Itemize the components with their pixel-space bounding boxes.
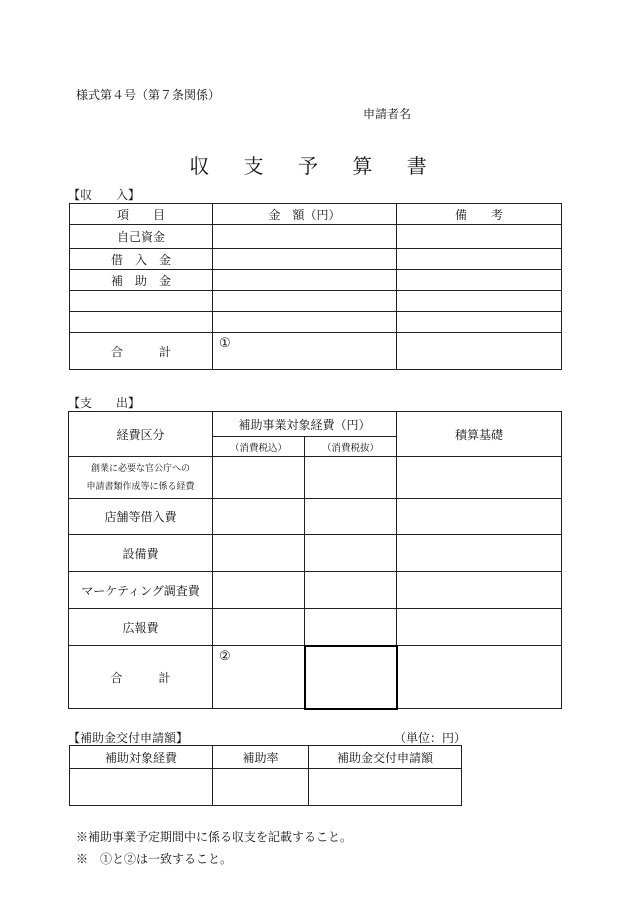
expense-col-basis: 積算基礎 — [397, 412, 562, 457]
subsidy-col-request-amount: 補助金交付申請額 — [309, 746, 462, 769]
income-amount-cell[interactable] — [213, 225, 397, 249]
expense-total-label: 合 計 — [69, 646, 213, 709]
table-row — [69, 572, 562, 609]
table-row — [70, 769, 462, 806]
expense-tax-incl-cell[interactable] — [213, 499, 305, 535]
subsidy-col-rate: 補助率 — [213, 746, 309, 769]
subsidy-col-target-expense: 補助対象経費 — [70, 746, 213, 769]
expense-tax-incl-cell[interactable] — [213, 572, 305, 609]
subsidy-request-amount-cell[interactable] — [309, 769, 462, 806]
expense-total-basis[interactable] — [397, 646, 562, 709]
expense-category-label: マーケティング調査費 — [69, 572, 213, 609]
income-amount-cell[interactable] — [213, 291, 397, 312]
expense-tax-incl-cell[interactable] — [213, 535, 305, 572]
income-amount-cell[interactable] — [213, 249, 397, 270]
subsidy-section-label: 【補助金交付申請額】 — [68, 731, 189, 745]
expense-tax-excl-cell[interactable] — [305, 535, 397, 572]
applicant-name-label: 申請者名 — [363, 107, 412, 121]
income-total-label: 合 計 — [70, 333, 213, 370]
income-col-amount: 金 額（円） — [213, 204, 397, 225]
income-col-remarks: 備 考 — [397, 204, 562, 225]
income-remarks-cell[interactable] — [397, 249, 562, 270]
expense-col-tax-excl: （消費税抜） — [305, 437, 397, 457]
expense-section-label: 【支 出】 — [68, 396, 141, 410]
income-item-label: 自己資金 — [70, 225, 213, 249]
table-row — [69, 499, 562, 535]
expense-tax-excl-cell[interactable] — [305, 499, 397, 535]
income-amount-cell[interactable] — [213, 270, 397, 291]
expense-category-label: 広報費 — [69, 609, 213, 646]
expense-col-subsidy-target: 補助事業対象経費（円） — [213, 412, 397, 437]
expense-tax-incl-cell[interactable] — [213, 609, 305, 646]
expense-category-label: 設備費 — [69, 535, 213, 572]
expense-category-line1: 創業に必要な官公庁への — [90, 463, 190, 474]
table-row — [70, 249, 562, 270]
income-total-row — [70, 333, 562, 370]
income-total-marker[interactable]: ① — [213, 333, 397, 370]
expense-col-category: 経費区分 — [69, 412, 213, 457]
expense-total-marker[interactable]: ② — [213, 646, 305, 709]
expense-total-tax-excl-box[interactable] — [305, 646, 397, 709]
note-period: ※補助事業予定期間中に係る収支を記載すること。 — [76, 830, 353, 844]
expense-table — [68, 411, 562, 710]
expense-col-tax-incl: （消費税込） — [213, 437, 305, 457]
form-number: 様式第４号（第７条関係） — [76, 88, 221, 102]
expense-category-line2: 申請書類作成等に係る経費 — [86, 481, 195, 492]
subsidy-header-row — [70, 746, 462, 769]
table-row — [69, 535, 562, 572]
expense-tax-excl-cell[interactable] — [305, 572, 397, 609]
note-match: ※ ①と②は一致すること。 — [76, 852, 233, 866]
page-title: 収 支 予 算 書 — [189, 154, 441, 178]
income-table — [69, 203, 562, 370]
table-row — [70, 312, 562, 333]
subsidy-rate-cell[interactable] — [213, 769, 309, 806]
table-row — [69, 609, 562, 646]
table-row — [69, 457, 562, 499]
unit-label: （単位：円） — [394, 731, 467, 745]
income-remarks-cell[interactable] — [397, 291, 562, 312]
expense-header-row — [69, 412, 562, 437]
expense-total-row — [69, 646, 562, 709]
expense-basis-cell[interactable] — [397, 572, 562, 609]
income-item-label: 補 助 金 — [70, 270, 213, 291]
income-item-label: 借 入 金 — [70, 249, 213, 270]
table-row — [70, 225, 562, 249]
expense-category-label: 店舗等借入費 — [69, 499, 213, 535]
table-row — [70, 270, 562, 291]
income-amount-cell[interactable] — [213, 312, 397, 333]
expense-tax-incl-cell[interactable] — [213, 457, 305, 499]
income-remarks-cell[interactable] — [397, 225, 562, 249]
income-col-item: 項 目 — [70, 204, 213, 225]
expense-basis-cell[interactable] — [397, 535, 562, 572]
income-remarks-cell[interactable] — [397, 270, 562, 291]
expense-basis-cell[interactable] — [397, 457, 562, 499]
income-section-label: 【収 入】 — [68, 188, 141, 202]
subsidy-table — [69, 745, 462, 806]
expense-tax-excl-cell[interactable] — [305, 609, 397, 646]
income-header-row — [70, 204, 562, 225]
expense-category-label — [69, 457, 213, 499]
income-item-label[interactable] — [70, 291, 213, 312]
table-row — [70, 291, 562, 312]
expense-basis-cell[interactable] — [397, 499, 562, 535]
income-remarks-cell[interactable] — [397, 312, 562, 333]
expense-basis-cell[interactable] — [397, 609, 562, 646]
expense-tax-excl-cell[interactable] — [305, 457, 397, 499]
income-item-label[interactable] — [70, 312, 213, 333]
income-total-remarks[interactable] — [397, 333, 562, 370]
subsidy-target-expense-cell[interactable] — [70, 769, 213, 806]
